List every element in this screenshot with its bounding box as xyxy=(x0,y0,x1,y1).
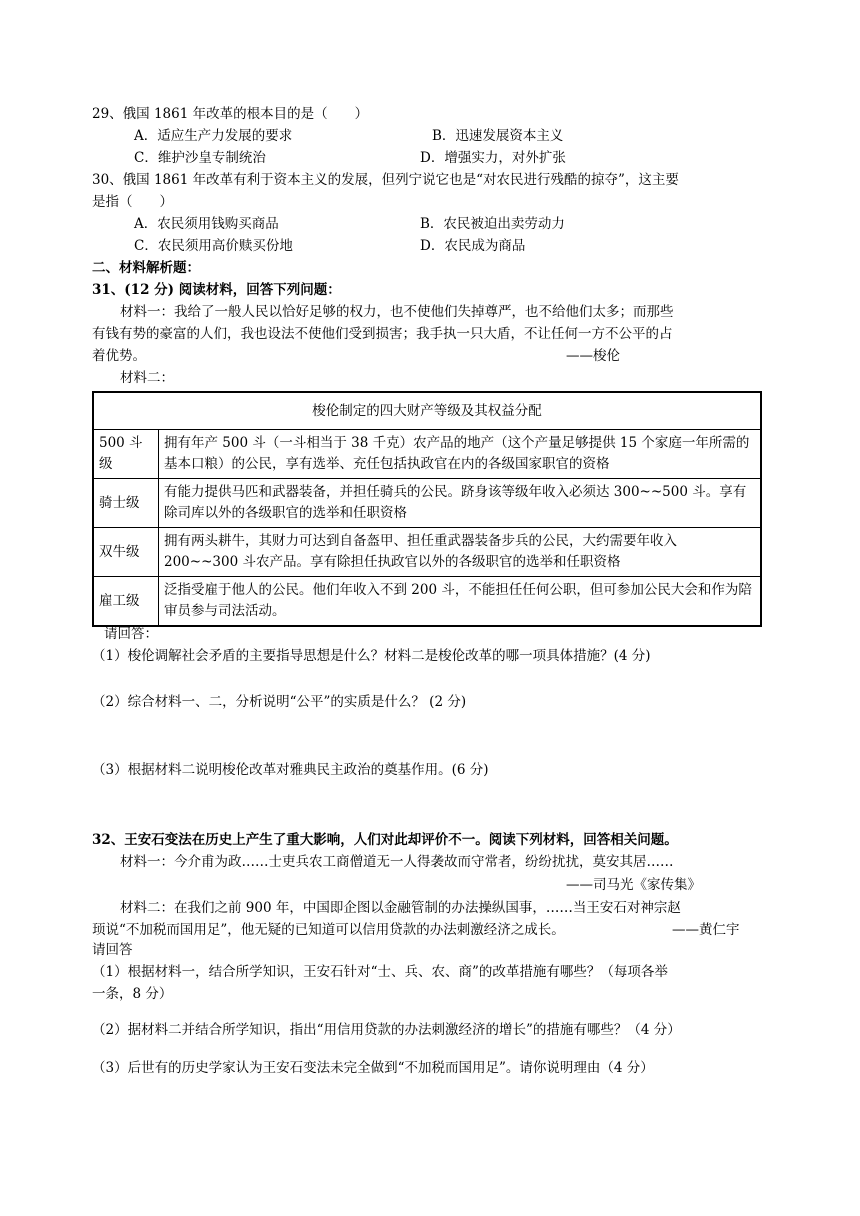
q31-sub1: （1）梭伦调解社会矛盾的主要指导思想是什么？材料二是梭伦改革的哪一项具体措施？(4 分) xyxy=(92,648,651,664)
table-row xyxy=(93,528,761,577)
table-cell-desc: 泛指受雇于他人的公民。他们年收入不到 200 斗，不能担任任何公职，但可参加公民大会和作为陪审员参与司法活动。 xyxy=(159,577,762,627)
q29-option-a: A．适应生产力发展的要求 xyxy=(134,128,293,144)
q31-sub2: （2）综合材料一、二，分析说明“公平”的实质是什么？ (2 分) xyxy=(92,694,467,710)
q31-title: 31、(12 分) 阅读材料，回答下列问题： xyxy=(92,282,341,298)
q32-sub2: （2）据材料二并结合所学知识，指出“用信用贷款的办法刺激经济的增长”的措施有哪些？（4 分） xyxy=(92,1022,681,1038)
q29-option-d: D．增强实力，对外扩张 xyxy=(420,150,566,166)
q32-material2-line2: 顼说“不加税而国用足”，他无疑的已知道可以信用贷款的办法刺激经济之成长。 xyxy=(92,922,565,938)
table-row xyxy=(93,479,761,528)
table-row xyxy=(93,430,761,479)
q29-option-b: B．迅速发展资本主义 xyxy=(432,128,564,144)
q30-option-c: C．农民须用高价赎买份地 xyxy=(134,238,293,254)
table-cell-desc: 拥有年产 500 斗（一斗相当于 38 千克）农产品的地产（这个产量足够提供 15 个家庭一年所需的基本口粮）的公民，享有选举、充任包括执政官在内的各级国家职官的资格 xyxy=(159,430,762,479)
q31-material2-label: 材料二： xyxy=(120,370,174,386)
table-caption: 梭伦制定的四大财产等级及其权益分配 xyxy=(93,392,761,430)
q32-material2-line1: 材料二：在我们之前 900 年，中国即企图以金融管制的办法操纵国事，……当王安石对神宗赵 xyxy=(120,900,681,916)
table-cell-level: 雇工级 xyxy=(93,577,159,627)
q30-option-b: B．农民被迫出卖劳动力 xyxy=(420,216,565,232)
q31-material1-source: ——梭伦 xyxy=(566,348,620,364)
table-cell-level: 500 斗级 xyxy=(93,430,159,479)
q32-sub1-line1: （1）根据材料一，结合所学知识，王安石针对“士、兵、农、商”的改革措施有哪些？（每项各举 xyxy=(92,964,668,980)
q32-sub3: （3）后世有的历史学家认为王安石变法未完全做到“不加税而国用足”。请你说明理由（4 分） xyxy=(92,1060,654,1076)
q32-material1-source: ——司马光《家传集》 xyxy=(566,877,701,893)
table-cell-desc: 有能力提供马匹和武器装备，并担任骑兵的公民。跻身该等级年收入必须达 300~~500 斗。享有除司库以外的各级职官的选举和任职资格 xyxy=(159,479,762,528)
q30-stem-line2: 是指（ ） xyxy=(92,194,173,210)
q31-sub3: （3）根据材料二说明梭伦改革对雅典民主政治的奠基作用。(6 分) xyxy=(92,762,489,778)
q32-material1: 材料一：今介甫为政……士吏兵农工商僧道无一人得袭故而守常者，纷纷扰扰，莫安其居…… xyxy=(120,854,674,870)
q31-material1-line1: 材料一：我给了一般人民以恰好足够的权力，也不使他们失掉尊严，也不给他们太多；而那些 xyxy=(120,304,674,320)
q29-stem: 29、俄国 1861 年改革的根本目的是（ ） xyxy=(92,106,369,122)
table-cell-desc: 拥有两头耕牛，其财力可达到自备盔甲、担任重武器装备步兵的公民，大约需要年收入 200~~300 斗农产品。享有除担任执政官以外的各级职官的选举和任职资格 xyxy=(159,528,762,577)
table-cell-level: 骑士级 xyxy=(93,479,159,528)
table-row xyxy=(93,577,761,627)
q32-material2-source: ——黄仁宇 xyxy=(672,922,740,938)
q31-ask: 请回答： xyxy=(104,626,158,642)
q32-sub1-line2: 一条，8 分） xyxy=(92,986,173,1002)
q31-material1-line2: 有钱有势的豪富的人们，我也设法不使他们受到损害；我手执一只大盾，不让任何一方不公平的占 xyxy=(92,326,673,342)
q30-option-d: D．农民成为商品 xyxy=(420,238,526,254)
section-heading: 二、材料解析题： xyxy=(92,260,200,276)
table-cell-level: 双牛级 xyxy=(93,528,159,577)
q30-stem-line1: 30、俄国 1861 年改革有利于资本主义的发展，但列宁说它也是“对农民进行残酷的掠夺”，这主要 xyxy=(92,172,679,188)
q32-title: 32、王安石变法在历史上产生了重大影响，人们对此却评价不一。阅读下列材料，回答相关问题。 xyxy=(92,832,678,848)
q31-material1-line3: 着优势。 xyxy=(92,348,146,364)
q30-option-a: A．农民须用钱购买商品 xyxy=(134,216,279,232)
q32-ask: 请回答 xyxy=(92,942,133,958)
q29-option-c: C．维护沙皇专制统治 xyxy=(134,150,266,166)
property-class-table xyxy=(92,391,762,627)
